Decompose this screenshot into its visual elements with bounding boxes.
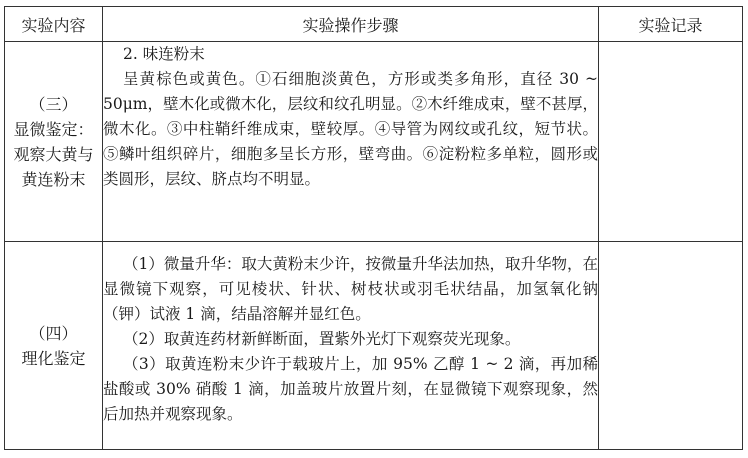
content-cell (5, 242, 103, 450)
step-paragraph: （2）取黄连药材新鲜断面，置紫外光灯下观察荧光现象。 (123, 330, 521, 348)
steps-cell (103, 242, 599, 450)
table-row (5, 42, 743, 242)
step-heading: 2. 味连粉末 (123, 45, 205, 63)
header-content: 实验内容 (5, 7, 103, 42)
content-line: 显微鉴定： (13, 119, 94, 139)
header-steps: 实验操作步骤 (103, 7, 599, 42)
record-cell[interactable] (599, 242, 743, 450)
header-row (5, 7, 743, 42)
content-line: 黄连粉末 (21, 169, 86, 189)
content-line: （三） (29, 94, 78, 114)
experiment-table (4, 6, 743, 450)
steps-cell (103, 42, 599, 242)
record-cell[interactable] (599, 42, 743, 242)
table-row (5, 242, 743, 450)
content-line: 理化鉴定 (21, 348, 86, 368)
header-record: 实验记录 (599, 7, 743, 42)
step-paragraph: （3）取黄连粉末少许于载玻片上，加 95% 乙醇 1 ~ 2 滴，再加稀盐酸或 30% 硝酸 1 滴，加盖玻片放置片刻，在显微镜下观察现象，然后加热并观察现象。 (103, 355, 598, 423)
content-line: 观察大黄与 (13, 144, 94, 164)
content-line: （四） (29, 323, 78, 343)
step-paragraph: （1）微量升华：取大黄粉末少许，按微量升华法加热，取升华物，在显微镜下观察，可见棱状、针状、树枝状或羽毛状结晶，加氢氧化钠（钾）试液 1 滴，结晶溶解并显红色。 (103, 255, 598, 323)
step-paragraph: 呈黄棕色或黄色。①石细胞淡黄色，方形或类多角形，直径 30 ~ 50μm，壁木化或微木化，层纹和纹孔明显。②木纤维成束，壁不甚厚，微木化。③中柱鞘纤维成束，壁较厚。④导管为网纹或孔纹，短节状。⑤鳞叶组织碎片，细胞多呈长方形，壁弯曲。⑥淀粉粒多单粒，圆形或类圆形，层纹、脐点均不明显。 (103, 70, 598, 188)
content-cell (5, 42, 103, 242)
